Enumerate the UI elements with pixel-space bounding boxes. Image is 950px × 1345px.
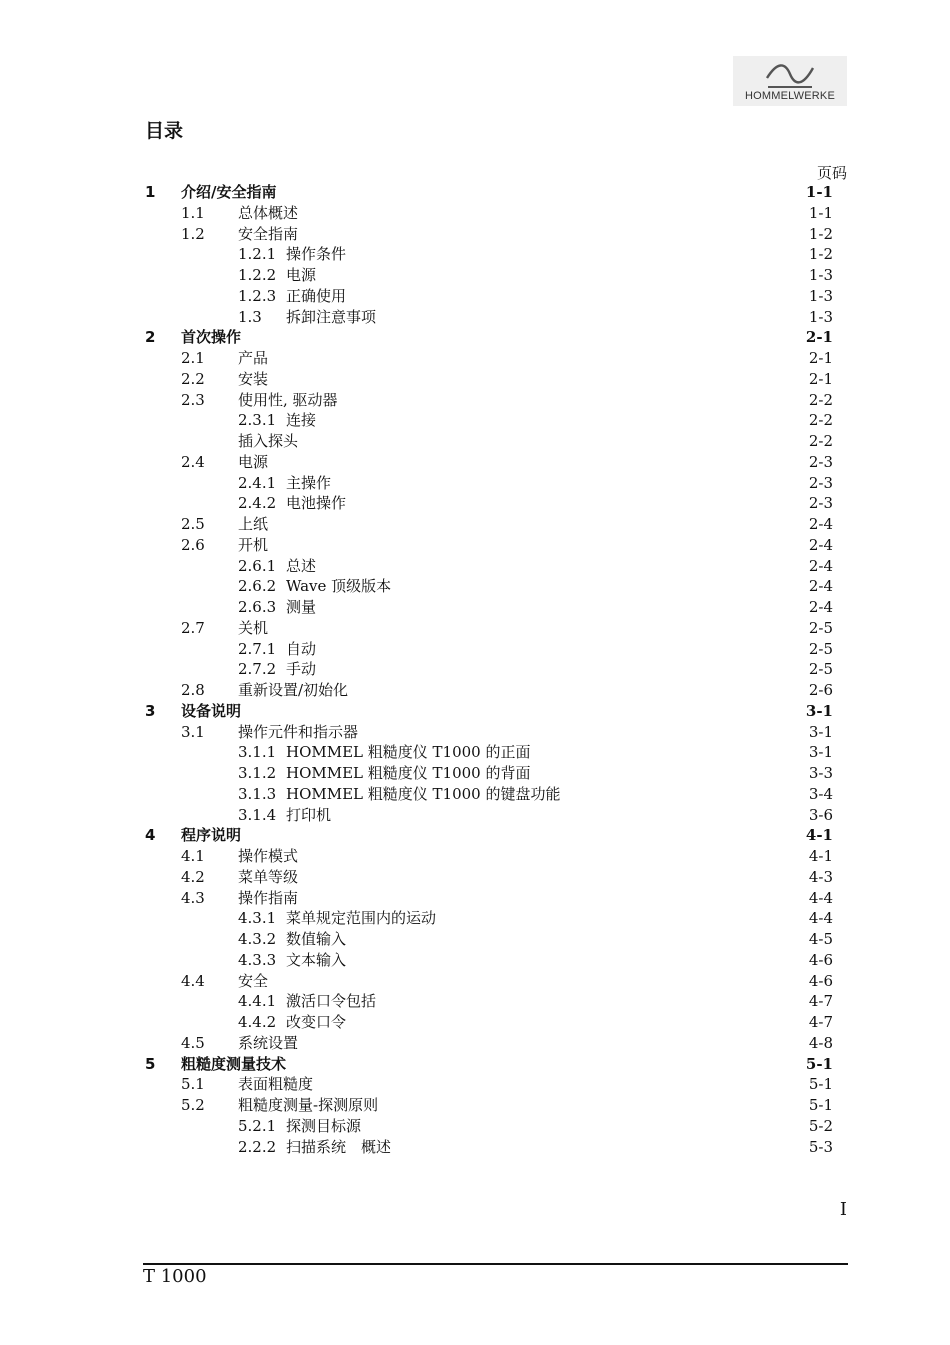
toc-number: 4.3 — [181, 888, 205, 907]
toc-title: 拆卸注意事项 — [286, 307, 377, 326]
toc-page: 1-3 — [808, 266, 833, 284]
toc-title: 操作指南 — [238, 888, 299, 907]
toc-page: 2-1 — [805, 328, 833, 347]
toc-number: 1.2.3 — [238, 286, 277, 305]
toc-number: 2.3 — [181, 390, 205, 409]
toc-title: 安装 — [238, 369, 269, 388]
toc-number: 2.5 — [181, 515, 205, 533]
toc-page: 2-4 — [808, 577, 833, 596]
toc-page: 2-2 — [808, 432, 833, 450]
toc-entry-row[interactable] — [0, 535, 950, 556]
toc-entry-row[interactable] — [0, 618, 950, 639]
toc-number: 2.4 — [181, 452, 205, 471]
toc-page: 2-1 — [808, 349, 833, 367]
toc-page: 3-1 — [808, 743, 833, 762]
toc-chapter-row[interactable] — [0, 825, 950, 846]
toc-entry-row[interactable] — [0, 846, 950, 867]
footer-text: T 1000 — [143, 1266, 207, 1287]
toc-page: 1-1 — [805, 183, 833, 201]
toc-entry-row[interactable] — [0, 991, 950, 1012]
toc-entry-row[interactable] — [0, 784, 950, 805]
toc-chapter-row[interactable] — [0, 182, 950, 203]
toc-title: 电源 — [286, 266, 317, 284]
toc-number: 2.6.3 — [238, 598, 277, 616]
toc-entry-row[interactable] — [0, 369, 950, 390]
toc-page: 4-1 — [805, 826, 833, 845]
toc-entry-row[interactable] — [0, 1137, 950, 1158]
toc-entry-row[interactable] — [0, 950, 950, 971]
toc-number: 5.2 — [181, 1096, 205, 1114]
toc-title: 数值输入 — [286, 930, 347, 948]
toc-page: 4-7 — [808, 992, 833, 1011]
table-of-contents — [0, 182, 950, 1157]
toc-number: 4.1 — [181, 847, 205, 865]
toc-title: 菜单等级 — [238, 867, 299, 886]
toc-page: 4-1 — [808, 847, 833, 865]
toc-page: 4-4 — [808, 888, 833, 907]
toc-entry-row[interactable] — [0, 742, 950, 763]
toc-page: 4-6 — [808, 971, 833, 990]
toc-entry-row[interactable] — [0, 556, 950, 577]
toc-number: 4.3.2 — [238, 930, 277, 948]
toc-title: 电池操作 — [286, 494, 347, 513]
toc-number: 4.4.2 — [238, 1013, 277, 1031]
toc-number: 2.8 — [181, 681, 205, 699]
toc-number: 2.7 — [181, 618, 205, 637]
toc-page: 2-3 — [808, 473, 833, 492]
toc-title: 上纸 — [238, 515, 269, 533]
toc-title: 操作模式 — [238, 847, 299, 865]
toc-title: 激活口令包括 — [286, 992, 377, 1011]
toc-number: 2.2.2 — [238, 1137, 277, 1156]
toc-number: 2.1 — [181, 349, 205, 367]
toc-entry-row[interactable] — [0, 805, 950, 826]
toc-entry-row[interactable] — [0, 722, 950, 743]
toc-number: 1 — [145, 183, 156, 201]
toc-number: 2 — [145, 328, 156, 347]
toc-entry-row[interactable] — [0, 929, 950, 950]
toc-title: 安全指南 — [238, 224, 299, 243]
toc-entry-row[interactable] — [0, 390, 950, 411]
toc-entry-row[interactable] — [0, 452, 950, 473]
toc-title: 测量 — [286, 598, 317, 616]
toc-page: 3-1 — [805, 701, 833, 720]
logo-text: HOMMELWERKE — [744, 90, 835, 102]
toc-number: 1.2.1 — [238, 245, 277, 264]
toc-title: 系统设置 — [238, 1033, 299, 1052]
toc-entry-row[interactable] — [0, 867, 950, 888]
toc-title: 设备说明 — [181, 701, 242, 720]
toc-page: 1-3 — [808, 286, 833, 305]
toc-entry-row[interactable] — [0, 244, 950, 265]
toc-number: 4 — [145, 826, 156, 845]
toc-title: 插入探头 — [238, 432, 299, 450]
toc-entry-row[interactable] — [0, 1012, 950, 1033]
toc-number: 3.1.1 — [238, 743, 277, 762]
toc-entry-row[interactable] — [0, 286, 950, 307]
toc-entry-row[interactable] — [0, 1116, 950, 1137]
toc-page: 5-3 — [808, 1137, 833, 1156]
toc-title: 粗糙度测量技术 — [181, 1054, 287, 1073]
toc-page: 2-4 — [808, 598, 833, 616]
toc-number: 3.1.3 — [238, 784, 277, 803]
toc-entry-row[interactable] — [0, 431, 950, 452]
toc-entry-row[interactable] — [0, 224, 950, 245]
toc-page: 2-5 — [808, 639, 833, 658]
toc-page: 5-1 — [805, 1054, 833, 1073]
toc-number: 4.4.1 — [238, 992, 277, 1011]
toc-number: 5.1 — [181, 1075, 205, 1094]
toc-number: 4.3.3 — [238, 950, 277, 969]
toc-entry-row[interactable] — [0, 514, 950, 535]
toc-entry-row[interactable] — [0, 680, 950, 701]
toc-title: 打印机 — [286, 805, 332, 824]
toc-number: 3.1 — [181, 722, 205, 741]
toc-title: 程序说明 — [181, 826, 242, 845]
toc-page: 2-5 — [808, 660, 833, 679]
toc-page: 2-2 — [808, 390, 833, 409]
toc-entry-row[interactable] — [0, 265, 950, 286]
toc-title: Wave 顶级版本 — [286, 577, 392, 596]
toc-title: 总述 — [286, 556, 317, 575]
toc-title: HOMMEL 粗糙度仪 T1000 的正面 — [286, 743, 531, 762]
toc-page: 5-2 — [808, 1116, 833, 1135]
toc-title: 首次操作 — [181, 328, 242, 347]
footer-divider — [143, 1263, 848, 1265]
toc-number: 2.4.1 — [238, 473, 277, 492]
toc-page: 2-5 — [808, 618, 833, 637]
toc-entry-row[interactable] — [0, 659, 950, 680]
toc-page: 2-6 — [808, 681, 833, 699]
toc-title: 探测目标源 — [286, 1116, 362, 1135]
toc-number: 5 — [145, 1054, 156, 1073]
toc-entry-row[interactable] — [0, 1033, 950, 1054]
toc-title: 产品 — [238, 349, 269, 367]
toc-number: 3 — [145, 701, 156, 720]
toc-title: 表面粗糙度 — [238, 1075, 314, 1094]
toc-title: 总体概述 — [238, 203, 299, 222]
toc-number: 4.4 — [181, 971, 205, 990]
toc-title: 主操作 — [286, 473, 332, 492]
toc-page: 2-4 — [808, 556, 833, 575]
toc-title: HOMMEL 粗糙度仪 T1000 的键盘功能 — [286, 784, 561, 803]
toc-number: 2.2 — [181, 369, 205, 388]
toc-title: 自动 — [286, 639, 317, 658]
toc-number: 1.1 — [181, 203, 205, 222]
toc-entry-row[interactable] — [0, 493, 950, 514]
toc-title: 连接 — [286, 411, 317, 430]
toc-title: 手动 — [286, 660, 317, 679]
toc-title: 介绍/安全指南 — [181, 183, 277, 201]
toc-page: 5-1 — [808, 1075, 833, 1094]
toc-page: 3-4 — [808, 784, 833, 803]
toc-number: 3.1.2 — [238, 764, 277, 782]
toc-title: 文本输入 — [286, 950, 347, 969]
toc-page: 4-6 — [808, 950, 833, 969]
toc-title: 重新设置/初始化 — [238, 681, 349, 699]
toc-number: 2.6 — [181, 535, 205, 554]
toc-page: 3-3 — [808, 764, 833, 782]
toc-page: 1-2 — [808, 245, 833, 264]
toc-page: 2-2 — [808, 411, 833, 430]
toc-number: 5.2.1 — [238, 1116, 277, 1135]
toc-entry-row[interactable] — [0, 576, 950, 597]
toc-page: 2-4 — [808, 515, 833, 533]
toc-page: 2-4 — [808, 535, 833, 554]
page-title: 目录 — [145, 120, 184, 142]
toc-entry-row[interactable] — [0, 971, 950, 992]
toc-page: 1-1 — [808, 203, 833, 222]
toc-entry-row[interactable] — [0, 473, 950, 494]
toc-number: 2.7.1 — [238, 639, 277, 658]
toc-title: 开机 — [238, 535, 269, 554]
toc-page: 4-5 — [808, 930, 833, 948]
toc-page: 4-7 — [808, 1013, 833, 1031]
page-column-header: 页码 — [816, 164, 847, 182]
toc-number: 2.3.1 — [238, 411, 277, 430]
toc-number: 4.2 — [181, 867, 205, 886]
toc-entry-row[interactable] — [0, 908, 950, 929]
toc-page: 4-8 — [808, 1033, 833, 1052]
toc-entry-row[interactable] — [0, 763, 950, 784]
toc-entry-row[interactable] — [0, 597, 950, 618]
toc-entry-row[interactable] — [0, 203, 950, 224]
toc-number: 2.7.2 — [238, 660, 277, 679]
toc-title: 粗糙度测量-探测原则 — [238, 1096, 379, 1114]
toc-title: 正确使用 — [286, 286, 347, 305]
toc-title: 使用性, 驱动器 — [238, 390, 338, 409]
toc-title: 扫描系统 概述 — [286, 1137, 392, 1156]
toc-number: 2.6.2 — [238, 577, 277, 596]
toc-number: 2.6.1 — [238, 556, 277, 575]
toc-title: HOMMEL 粗糙度仪 T1000 的背面 — [286, 764, 531, 782]
toc-page: 2-3 — [808, 494, 833, 513]
toc-entry-row[interactable] — [0, 639, 950, 660]
toc-number: 2.4.2 — [238, 494, 277, 513]
toc-entry-row[interactable] — [0, 1095, 950, 1116]
toc-title: 安全 — [238, 971, 269, 990]
toc-number: 1.3 — [238, 307, 262, 326]
toc-entry-row[interactable] — [0, 348, 950, 369]
toc-title: 关机 — [238, 618, 269, 637]
toc-title: 操作元件和指示器 — [238, 722, 359, 741]
toc-entry-row[interactable] — [0, 307, 950, 328]
toc-page: 3-6 — [808, 805, 833, 824]
toc-chapter-row[interactable] — [0, 327, 950, 348]
toc-page: 4-3 — [808, 867, 833, 886]
toc-page: 3-1 — [808, 722, 833, 741]
toc-entry-row[interactable] — [0, 410, 950, 431]
toc-page: 4-4 — [808, 909, 833, 928]
toc-number: 1.2.2 — [238, 266, 277, 284]
toc-chapter-row[interactable] — [0, 701, 950, 722]
toc-number: 1.2 — [181, 224, 205, 243]
toc-number: 3.1.4 — [238, 805, 277, 824]
hommelwerke-logo — [733, 56, 847, 106]
toc-title: 操作条件 — [286, 245, 347, 264]
toc-entry-row[interactable] — [0, 888, 950, 909]
toc-number: 4.5 — [181, 1033, 205, 1052]
toc-entry-row[interactable] — [0, 1074, 950, 1095]
toc-page: 2-3 — [808, 452, 833, 471]
toc-title: 改变口令 — [286, 1013, 347, 1031]
toc-page: 1-2 — [808, 224, 833, 243]
toc-chapter-row[interactable] — [0, 1054, 950, 1075]
hommel-wave-icon — [763, 60, 817, 92]
toc-page: 5-1 — [808, 1096, 833, 1114]
toc-page: 2-1 — [808, 369, 833, 388]
page-number: I — [839, 1199, 847, 1220]
toc-page: 1-3 — [808, 307, 833, 326]
toc-title: 菜单规定范围内的运动 — [286, 909, 437, 928]
toc-number: 4.3.1 — [238, 909, 277, 928]
toc-title: 电源 — [238, 452, 269, 471]
